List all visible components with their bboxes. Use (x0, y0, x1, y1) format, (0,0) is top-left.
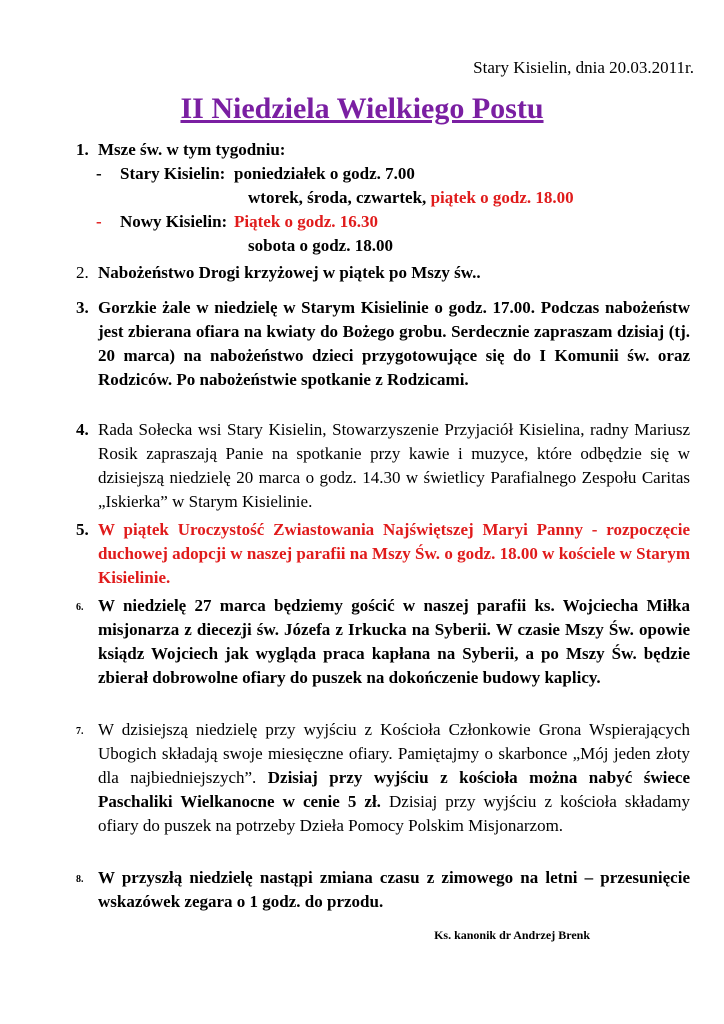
list-dash: - (96, 164, 102, 183)
list-dash: - (96, 212, 102, 231)
location-label: Nowy Kisielin: (120, 212, 228, 231)
schedule-row-nowy (76, 210, 690, 234)
announcement-item-4 (76, 418, 690, 514)
item-number: 8. (76, 874, 84, 885)
schedule-friday: piątek o godz. 18.00 (430, 188, 574, 207)
item-number: 6. (76, 602, 84, 613)
page-title: II Niedziela Wielkiego Postu (180, 92, 544, 125)
schedule-value: sobota o godz. 18.00 (248, 236, 393, 255)
schedule-days: wtorek, środa, czwartek, (248, 188, 427, 207)
item-text: Rada Sołecka wsi Stary Kisielin, Stowarzyszenie Przyjaciół Kisielina, radny Mariusz Rosik zapraszają Panie na spotkanie przy kawie i muzyce, które odbędzie się w dzisiejszą niedzielę 20 marca o godz. 14.30 w świetlicy Parafialnego Zespołu Caritas „Iskierka” w Starym Kisielinie. (98, 420, 690, 511)
item-number: 1. (76, 140, 89, 159)
item-number: 4. (76, 420, 89, 439)
item-number: 2. (76, 263, 89, 282)
announcement-item-2 (76, 261, 690, 285)
schedule-value (248, 186, 574, 210)
item-text: W przyszłą niedzielę nastąpi zmiana czasu z zimowego na letni – przesunięcie wskazówek zegara o 1 godz. do przodu. (98, 868, 690, 911)
schedule-value: Piątek o godz. 16.30 (234, 212, 379, 231)
item-number: 3. (76, 298, 89, 317)
announcement-item-5 (76, 518, 690, 590)
schedule-row-nowy-2 (76, 234, 690, 258)
item-text: W piątek Uroczystość Zwiastowania Najświętszej Maryi Panny - rozpoczęcie duchowej adopcji w naszej parafii na Mszy Św. o godz. 18.00 w kościele w Starym Kisielinie. (98, 520, 690, 587)
announcement-item-3 (76, 296, 690, 392)
item-number: 5. (76, 520, 89, 539)
item-text: Gorzkie żale w niedzielę w Starym Kisielinie o godz. 17.00. Podczas nabożeństw jest zbierana ofiara na kwiaty do Bożego grobu. Serdecznie zapraszam dzisiaj (tj. 20 marca) na nabożeństwo dzieci przygotowujące się do I Komunii św. oraz Rodziców. Po nabożeństwie spotkanie z Rodzicami. (98, 298, 690, 389)
item-text-part: Dzisiaj przy wyjściu z kościoła składamy ofiary do puszek na potrzeby Dzieła Pomocy Polskim Misjonarzom. (98, 792, 690, 835)
schedule-row-stary (76, 162, 690, 186)
announcement-item-7 (76, 718, 690, 838)
mass-schedule-heading: Msze św. w tym tygodniu: (98, 140, 286, 159)
item-text-bold-part: Dzisiaj przy wyjściu z kościoła można nabyć świece Paschaliki Wielkanocne w cenie 5 zł. (98, 768, 690, 811)
schedule-row-stary-2 (76, 186, 690, 210)
item-text: Nabożeństwo Drogi krzyżowej w piątek po Mszy św.. (98, 263, 481, 282)
location-label: Stary Kisielin: (120, 164, 226, 183)
item-text: W niedzielę 27 marca będziemy gościć w naszej parafii ks. Wojciecha Miłka misjonarza z diecezji św. Józefa z Irkucka na Syberii. W czasie Mszy Św. opowie ksiądz Wojciech jak wygląda praca kapłana na Syberii, a po Mszy Św. będzie zbierał dobrowolne ofiary do puszek na dokończenie budowy kaplicy. (98, 596, 690, 687)
schedule-value: poniedziałek o godz. 7.00 (234, 164, 415, 183)
announcement-item-1 (76, 138, 690, 258)
item-text-part: W dzisiejszą niedzielę przy wyjściu z Kościoła Członkowie Grona Wspierających Ubogich składają swoje miesięczne ofiary. Pamiętajmy o skarbonce „Mój jeden złoty dla najbiedniejszych”. (98, 720, 690, 787)
signature: Ks. kanonik dr Andrzej Brenk (434, 928, 590, 942)
announcement-item-8 (76, 866, 690, 914)
item-text (98, 718, 690, 838)
date-line: Stary Kisielin, dnia 20.03.2011r. (473, 58, 694, 77)
announcement-item-6 (76, 594, 690, 690)
item-number: 7. (76, 726, 84, 737)
